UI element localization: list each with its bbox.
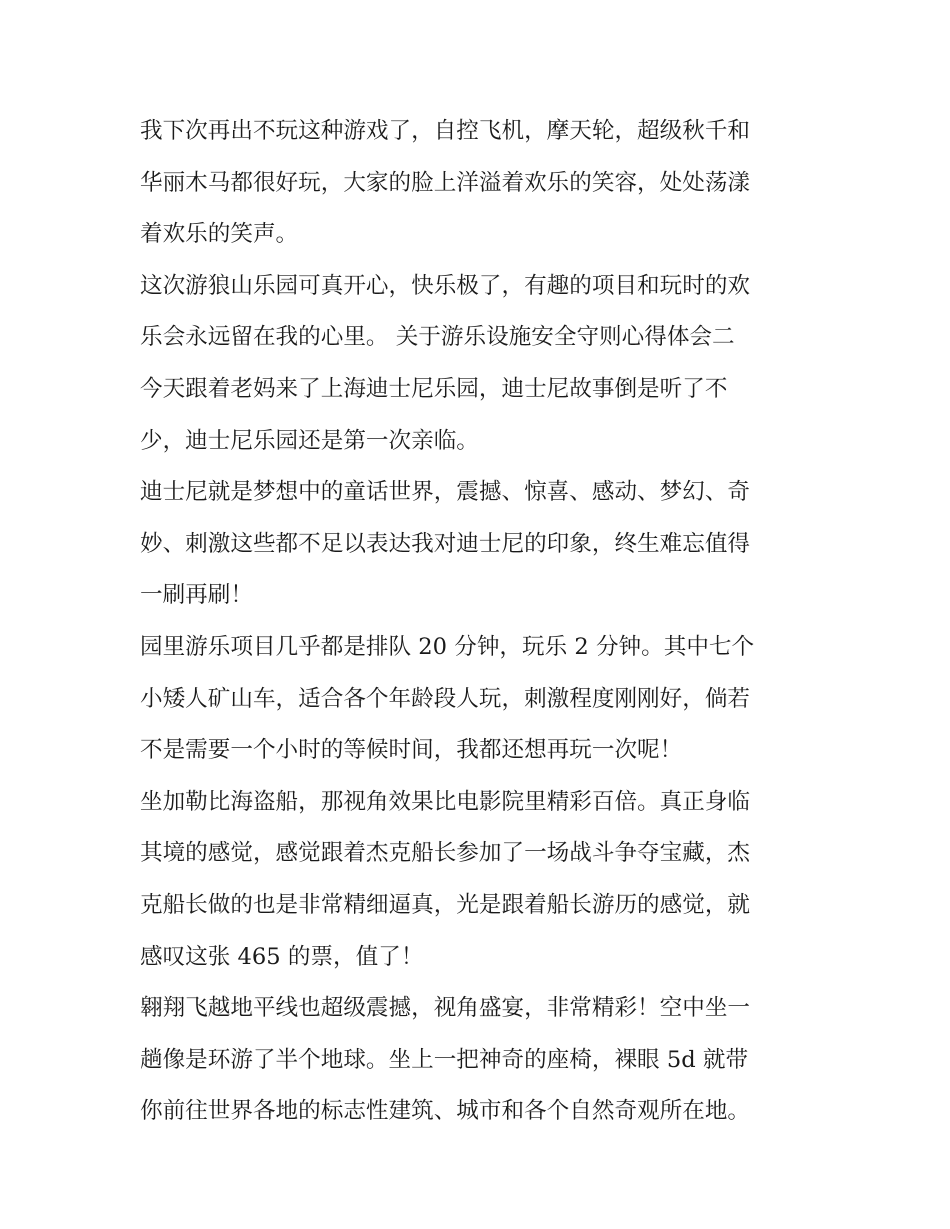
text-line-18: 翱翔飞越地平线也超级震撼，视角盛宴，非常精彩！空中坐一 <box>140 995 751 1022</box>
text-line-17: 感叹这张 465 的票，值了！ <box>140 943 424 970</box>
text-line-8: 迪士尼就是梦想中的童话世界，震撼、惊喜、感动、梦幻、奇 <box>140 479 751 506</box>
text-line-1: 我下次再出不玩这种游戏了，自控飞机，摩天轮，超级秋千和 <box>140 118 751 144</box>
text-line-6: 今天跟着老妈来了上海迪士尼乐园，迪士尼故事倒是听了不 <box>140 375 728 402</box>
text-line-10: 一刷再刷！ <box>140 582 253 609</box>
document-body <box>140 106 820 1138</box>
text-line-16: 克船长做的也是非常精细逼真，光是跟着船长游历的感觉，就 <box>140 891 751 918</box>
text-line-3: 着欢乐的笑声。 <box>140 221 299 248</box>
text-line-15: 其境的感觉，感觉跟着杰克船长参加了一场战斗争夺宝藏，杰 <box>140 840 751 867</box>
text-line-19: 趟像是环游了半个地球。坐上一把神奇的座椅，裸眼 5d 就带 <box>140 1046 749 1073</box>
text-line-2: 华丽木马都很好玩，大家的脸上洋溢着欢乐的笑容，处处荡漾 <box>140 169 751 196</box>
text-line-13: 不是需要一个小时的等候时间，我都还想再玩一次呢！ <box>140 737 683 764</box>
text-line-5: 乐会永远留在我的心里。 关于游乐设施安全守则心得体会二 <box>140 324 735 351</box>
text-line-7: 少，迪士尼乐园还是第一次亲临。 <box>140 427 479 454</box>
text-line-14: 坐加勒比海盗船，那视角效果比电影院里精彩百倍。真正身临 <box>140 788 751 815</box>
text-line-20: 你前往世界各地的标志性建筑、城市和各个自然奇观所在地。 <box>140 1098 751 1125</box>
text-line-9: 妙、刺激这些都不足以表达我对迪士尼的印象，终生难忘值得 <box>140 530 751 557</box>
text-line-4: 这次游狼山乐园可真开心，快乐极了，有趣的项目和玩时的欢 <box>140 272 751 299</box>
text-line-12: 小矮人矿山车，适合各个年龄段人玩，刺激程度刚刚好，倘若 <box>140 685 751 712</box>
text-line-11: 园里游乐项目几乎都是排队 20 分钟，玩乐 2 分钟。其中七个 <box>140 633 755 660</box>
